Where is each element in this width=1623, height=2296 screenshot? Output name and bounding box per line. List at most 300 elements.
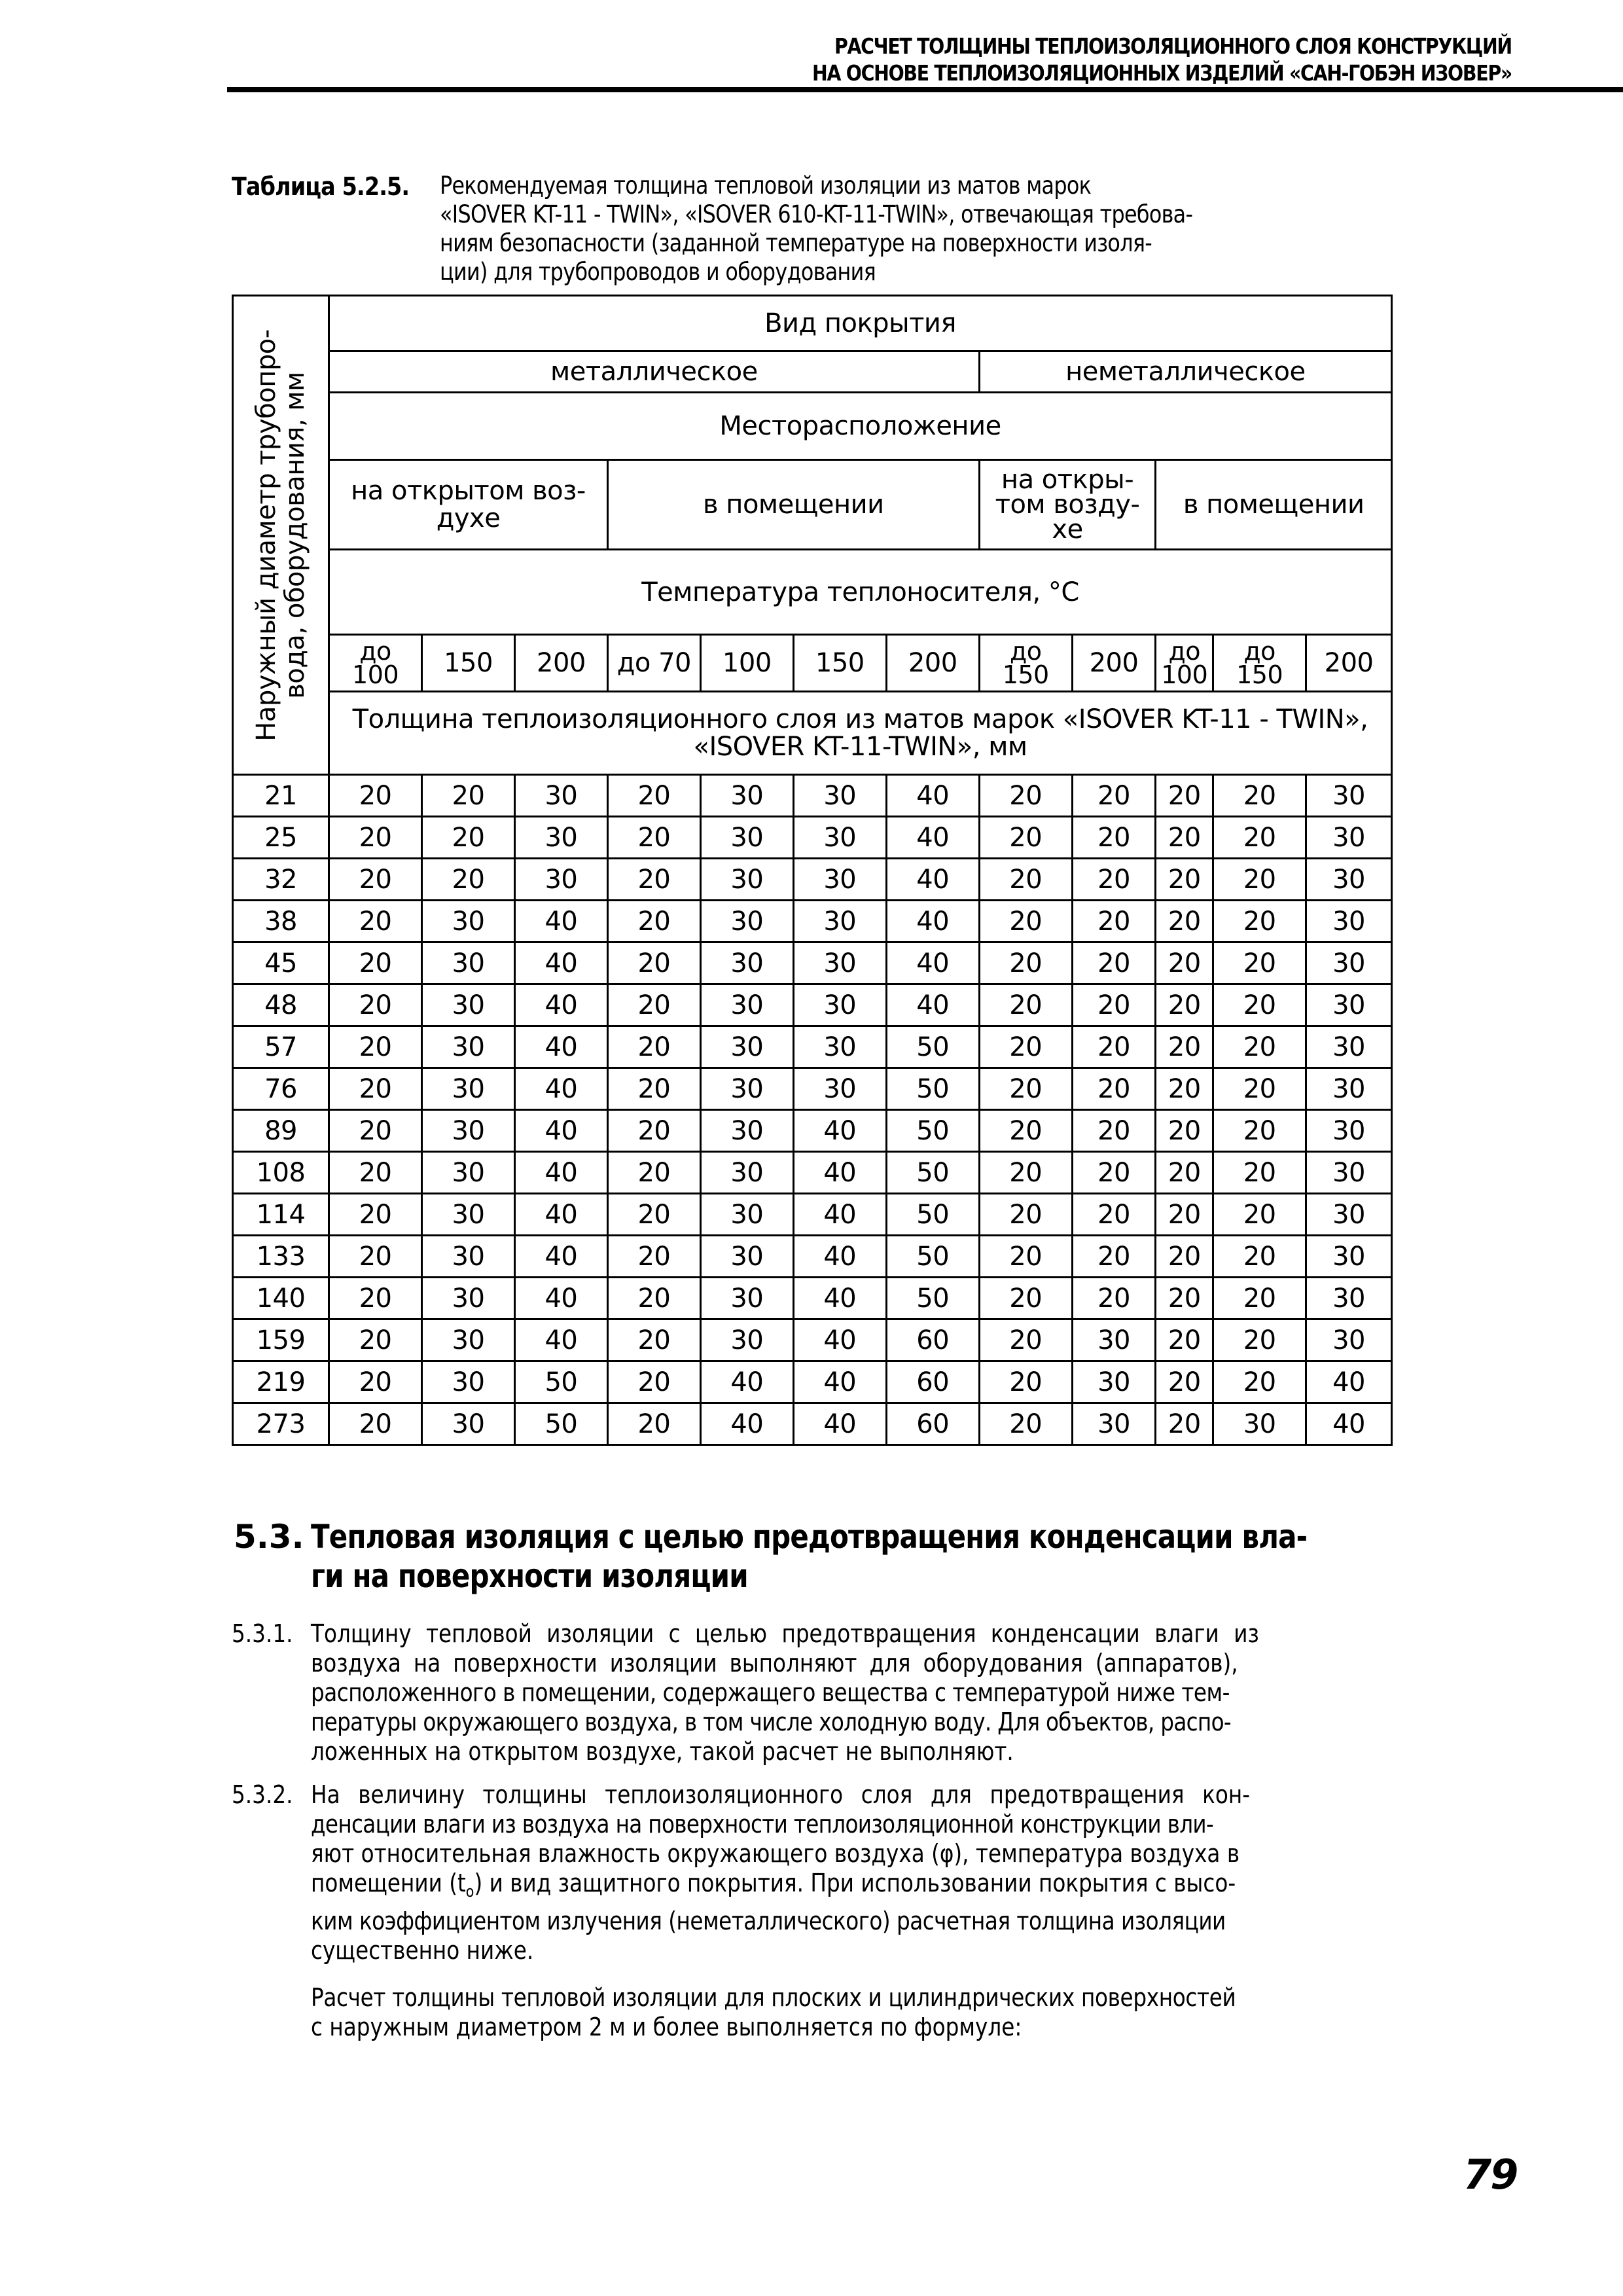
thickness-cell: 20 [607, 775, 700, 817]
thickness-cell: 40 [793, 1110, 886, 1152]
thickness-cell: 20 [1156, 1361, 1213, 1403]
temperature-text: 100 [722, 648, 772, 678]
paragraph-number: 5.3.1. [232, 1619, 293, 1648]
thickness-cell: 20 [1213, 817, 1306, 859]
diameter-cell: 25 [233, 817, 329, 859]
table-row [233, 817, 1392, 859]
thickness-cell: 30 [422, 1194, 515, 1236]
thickness-cell: 20 [979, 1068, 1072, 1110]
diameter-cell: 57 [233, 1026, 329, 1068]
thickness-cell: 30 [514, 775, 607, 817]
thickness-cell: 30 [700, 1152, 793, 1194]
thickness-cell: 30 [793, 984, 886, 1026]
thickness-cell: 30 [422, 984, 515, 1026]
thickness-cell: 30 [700, 984, 793, 1026]
thickness-cell: 20 [422, 775, 515, 817]
temperature-text: 200 [1324, 648, 1374, 678]
thickness-cell: 40 [514, 1194, 607, 1236]
temperature-header: Температура теплоносителя, °С [329, 550, 1392, 635]
thickness-cell: 30 [514, 817, 607, 859]
running-header-line-1: РАСЧЕТ ТОЛЩИНЫ ТЕПЛОИЗОЛЯЦИОННОГО СЛОЯ КОНСТРУКЦИЙ [834, 33, 1512, 59]
thickness-cell: 20 [979, 1110, 1072, 1152]
paragraph-line: Толщину тепловой изоляции с целью предотвращения конденсации влаги из [311, 1619, 1259, 1648]
thickness-cell: 20 [1072, 1026, 1156, 1068]
thickness-header-line: Толщина теплоизоляционного слоя из матов марок «ISOVER KT-11 - TWIN», [352, 704, 1368, 734]
thickness-cell: 30 [700, 817, 793, 859]
thickness-cell: 30 [793, 901, 886, 942]
thickness-cell: 20 [1156, 1026, 1213, 1068]
thickness-cell: 30 [793, 1068, 886, 1110]
temperature-text: 100 [1161, 660, 1208, 689]
thickness-cell: 20 [1156, 1236, 1213, 1278]
thickness-cell: 40 [1306, 1403, 1392, 1445]
thickness-cell: 30 [700, 1278, 793, 1319]
thickness-cell: 60 [886, 1403, 979, 1445]
thickness-cell: 20 [979, 1194, 1072, 1236]
diameter-cell: 114 [233, 1194, 329, 1236]
thickness-cell: 20 [1072, 1152, 1156, 1194]
thickness-cell: 20 [979, 942, 1072, 984]
text-span: ) и вид защитного покрытия. При использовании покрытия с высо- [474, 1869, 1236, 1897]
temperature-cell [329, 635, 422, 692]
temperature-cell [1213, 635, 1306, 692]
paragraph-line: На величину толщины теплоизоляционного слоя для предотвращения кон- [311, 1780, 1251, 1809]
thickness-cell: 20 [1213, 942, 1306, 984]
caption-line: «ISOVER KT-11 - TWIN», «ISOVER 610-KT-11-TWIN», отвечающая требова- [440, 200, 1193, 228]
thickness-cell: 20 [1072, 901, 1156, 942]
subscript: o [465, 1882, 474, 1901]
coating-nonmetallic: неметаллическое [979, 351, 1391, 393]
thickness-cell: 30 [422, 1361, 515, 1403]
thickness-cell: 50 [886, 1194, 979, 1236]
thickness-cell: 20 [607, 1319, 700, 1361]
section-title-line: ги на поверхности изоляции [311, 1557, 748, 1595]
thickness-cell: 30 [422, 1236, 515, 1278]
thickness-cell: 20 [607, 817, 700, 859]
diameter-cell: 76 [233, 1068, 329, 1110]
thickness-cell: 30 [514, 859, 607, 901]
thickness-cell: 40 [886, 775, 979, 817]
thickness-cell: 20 [979, 1026, 1072, 1068]
header-rule [227, 87, 1623, 92]
thickness-cell: 30 [422, 1403, 515, 1445]
table-row [233, 1236, 1392, 1278]
thickness-cell: 20 [1072, 1278, 1156, 1319]
temperature-text: 150 [1236, 660, 1283, 689]
thickness-cell: 20 [979, 1152, 1072, 1194]
thickness-cell: 20 [329, 1236, 422, 1278]
thickness-cell: 30 [793, 1026, 886, 1068]
thickness-cell: 30 [700, 1236, 793, 1278]
thickness-cell: 20 [979, 775, 1072, 817]
temperature-cell [1306, 635, 1392, 692]
thickness-cell: 50 [514, 1403, 607, 1445]
temperature-cell [793, 635, 886, 692]
table-row [233, 1361, 1392, 1403]
temperature-text: до [1009, 637, 1042, 666]
running-header [812, 33, 1512, 86]
thickness-cell: 40 [514, 901, 607, 942]
thickness-cell: 20 [329, 901, 422, 942]
thickness-cell: 20 [329, 1361, 422, 1403]
diameter-cell: 219 [233, 1361, 329, 1403]
thickness-cell: 40 [514, 1026, 607, 1068]
thickness-cell: 30 [1306, 1319, 1392, 1361]
thickness-cell: 30 [1306, 817, 1392, 859]
paragraph-number: 5.3.2. [232, 1780, 293, 1809]
thickness-cell: 20 [979, 1361, 1072, 1403]
thickness-cell: 20 [1213, 984, 1306, 1026]
thickness-cell: 20 [329, 942, 422, 984]
thickness-cell: 40 [514, 1278, 607, 1319]
table-row [233, 1068, 1392, 1110]
thickness-cell: 20 [979, 1278, 1072, 1319]
thickness-cell: 20 [979, 984, 1072, 1026]
thickness-cell: 30 [1072, 1319, 1156, 1361]
thickness-cell: 20 [1156, 1319, 1213, 1361]
thickness-cell: 40 [793, 1361, 886, 1403]
thickness-cell: 20 [1213, 1068, 1306, 1110]
temperature-cell [514, 635, 607, 692]
page-number: 79 [1463, 2151, 1518, 2198]
thickness-cell: 30 [422, 1152, 515, 1194]
stub-header-line: Наружный диаметр трубопро- [251, 329, 282, 742]
thickness-cell: 20 [1072, 775, 1156, 817]
thickness-cell: 30 [422, 1068, 515, 1110]
paragraph-line: ким коэффициентом излучения (неметаллического) расчетная толщина изоляции [311, 1907, 1226, 1935]
temperature-text: 150 [1002, 660, 1049, 689]
thickness-cell: 20 [979, 1319, 1072, 1361]
thickness-cell: 50 [886, 1236, 979, 1278]
temperature-cell [700, 635, 793, 692]
thickness-cell: 20 [1156, 817, 1213, 859]
thickness-cell: 20 [607, 901, 700, 942]
location-header: Месторасположение [329, 393, 1392, 460]
thickness-cell: 20 [329, 984, 422, 1026]
thickness-cell: 20 [329, 1403, 422, 1445]
thickness-cell: 20 [1072, 817, 1156, 859]
location-nonmetallic-outdoor [979, 460, 1156, 550]
thickness-header-line: «ISOVER KT-11-TWIN», мм [693, 732, 1027, 762]
thickness-cell: 20 [607, 1068, 700, 1110]
thickness-cell: 30 [700, 942, 793, 984]
thickness-cell: 30 [422, 1110, 515, 1152]
diameter-cell: 21 [233, 775, 329, 817]
thickness-cell: 30 [793, 859, 886, 901]
thickness-cell: 20 [329, 1278, 422, 1319]
thickness-cell: 20 [979, 1236, 1072, 1278]
location-line: хе [1052, 514, 1083, 545]
thickness-cell: 40 [886, 817, 979, 859]
thickness-cell: 30 [793, 942, 886, 984]
table-row [233, 1152, 1392, 1194]
thickness-cell: 20 [329, 1026, 422, 1068]
temperature-text: 200 [537, 648, 586, 678]
thickness-cell: 20 [329, 1110, 422, 1152]
table-row [233, 1194, 1392, 1236]
thickness-cell: 40 [700, 1361, 793, 1403]
thickness-cell: 30 [1306, 775, 1392, 817]
table-row [233, 942, 1392, 984]
thickness-cell: 50 [886, 1278, 979, 1319]
paragraph-line: расположенного в помещении, содержащего вещества с температурой ниже тем- [311, 1678, 1230, 1707]
paragraph-line: пературы окружающего воздуха, в том числе холодную воду. Для объектов, распо- [311, 1708, 1232, 1736]
thickness-cell: 30 [700, 775, 793, 817]
thickness-cell: 50 [886, 1026, 979, 1068]
thickness-cell: 20 [607, 859, 700, 901]
thickness-cell: 30 [1306, 859, 1392, 901]
temperature-text: 150 [444, 648, 493, 678]
table-row [233, 901, 1392, 942]
thickness-cell: 20 [979, 1403, 1072, 1445]
thickness-cell: 20 [422, 859, 515, 901]
diameter-cell: 273 [233, 1403, 329, 1445]
thickness-cell: 20 [607, 1194, 700, 1236]
thickness-cell: 40 [514, 984, 607, 1026]
temperature-text: 100 [352, 660, 399, 689]
thickness-cell: 30 [700, 1068, 793, 1110]
thickness-cell: 20 [1213, 1236, 1306, 1278]
temperature-text: до [1243, 637, 1275, 666]
diameter-cell: 108 [233, 1152, 329, 1194]
diameter-cell: 32 [233, 859, 329, 901]
location-line: на открытом воз- [351, 476, 586, 506]
thickness-cell: 40 [514, 1236, 607, 1278]
thickness-cell: 30 [1306, 984, 1392, 1026]
thickness-cell: 40 [886, 859, 979, 901]
thickness-cell: 20 [329, 1194, 422, 1236]
thickness-cell: 20 [329, 859, 422, 901]
thickness-cell: 30 [1306, 1152, 1392, 1194]
running-header-line-2: НА ОСНОВЕ ТЕПЛОИЗОЛЯЦИОННЫХ ИЗДЕЛИЙ «САН-ГОБЭН ИЗОВЕР» [812, 60, 1512, 86]
thickness-cell: 20 [607, 1361, 700, 1403]
thickness-cell: 20 [1072, 1194, 1156, 1236]
thickness-cell: 20 [329, 817, 422, 859]
thickness-header [329, 692, 1392, 775]
paragraph-line: существенно ниже. [311, 1936, 534, 1965]
thickness-cell: 40 [793, 1403, 886, 1445]
temperature-cell [886, 635, 979, 692]
paragraph-formula-intro [311, 1983, 1394, 2042]
thickness-cell: 30 [1306, 1194, 1392, 1236]
thickness-cell: 60 [886, 1361, 979, 1403]
thickness-cell: 20 [1213, 775, 1306, 817]
table-row [233, 775, 1392, 817]
thickness-cell: 20 [329, 1319, 422, 1361]
thickness-cell: 30 [1306, 1110, 1392, 1152]
thickness-cell: 20 [979, 901, 1072, 942]
paragraph-line: с наружным диаметром 2 м и более выполняется по формуле: [311, 2013, 1022, 2041]
thickness-cell: 40 [514, 942, 607, 984]
thickness-cell: 20 [1213, 1110, 1306, 1152]
thickness-cell: 40 [886, 984, 979, 1026]
thickness-cell: 20 [1072, 859, 1156, 901]
table-row [233, 1319, 1392, 1361]
thickness-cell: 40 [514, 1152, 607, 1194]
thickness-cell: 20 [1213, 1152, 1306, 1194]
thickness-cell: 20 [1213, 1361, 1306, 1403]
thickness-cell: 30 [422, 1278, 515, 1319]
thickness-cell: 30 [1306, 1068, 1392, 1110]
stub-header-line: вода, оборудования, мм [280, 371, 311, 699]
diameter-cell: 45 [233, 942, 329, 984]
paragraph-line: ложенных на открытом воздухе, такой расчет не выполняют. [311, 1737, 1014, 1766]
thickness-cell: 20 [1156, 1152, 1213, 1194]
thickness-cell: 20 [607, 1403, 700, 1445]
diameter-cell: 133 [233, 1236, 329, 1278]
thickness-cell: 30 [700, 859, 793, 901]
thickness-cell: 20 [1156, 984, 1213, 1026]
temperature-text: 150 [815, 648, 865, 678]
insulation-thickness-table [232, 295, 1393, 1446]
thickness-cell: 20 [329, 1068, 422, 1110]
thickness-cell: 20 [1156, 1110, 1213, 1152]
thickness-cell: 20 [1213, 1319, 1306, 1361]
thickness-cell: 30 [1306, 942, 1392, 984]
temperature-text: 200 [1089, 648, 1139, 678]
thickness-cell: 20 [1156, 1194, 1213, 1236]
thickness-cell: 20 [607, 1278, 700, 1319]
thickness-cell: 20 [1156, 859, 1213, 901]
location-metallic-outdoor [329, 460, 608, 550]
section-title-line: Тепловая изоляция с целью предотвращения конденсации вла- [311, 1518, 1308, 1556]
location-metallic-indoor: в помещении [607, 460, 979, 550]
thickness-cell: 20 [979, 817, 1072, 859]
thickness-cell: 30 [793, 775, 886, 817]
paragraph-5-3-2 [311, 1780, 1394, 1965]
table-row [233, 984, 1392, 1026]
paragraph-line: денсации влаги из воздуха на поверхности теплоизоляционной конструкции вли- [311, 1810, 1214, 1839]
table-caption-text [440, 171, 1301, 287]
temperature-cell [607, 635, 700, 692]
thickness-cell: 20 [1213, 1278, 1306, 1319]
temperature-text: до 70 [616, 648, 692, 678]
thickness-cell: 30 [1306, 901, 1392, 942]
paragraph-5-3-1 [311, 1619, 1394, 1767]
location-line: духе [436, 503, 501, 533]
thickness-cell: 20 [1213, 1194, 1306, 1236]
section-number: 5.3. [234, 1518, 304, 1556]
thickness-cell: 20 [1156, 1403, 1213, 1445]
coating-metallic: металлическое [329, 351, 980, 393]
table-row [233, 1026, 1392, 1068]
thickness-cell: 50 [886, 1152, 979, 1194]
caption-line: ниям безопасности (заданной температуре на поверхности изоля- [440, 229, 1152, 257]
thickness-cell: 30 [700, 1194, 793, 1236]
temperature-text: 200 [908, 648, 957, 678]
location-line: на откры- [1001, 465, 1134, 495]
temperature-cell [422, 635, 515, 692]
thickness-cell: 40 [886, 942, 979, 984]
caption-line: Рекомендуемая толщина тепловой изоляции из матов марок [440, 171, 1092, 200]
thickness-cell: 30 [1306, 1278, 1392, 1319]
section-title [311, 1517, 1307, 1596]
thickness-cell: 30 [1213, 1403, 1306, 1445]
paragraph-line: воздуха на поверхности изоляции выполняют для оборудования (аппаратов), [311, 1649, 1238, 1677]
table-row [233, 859, 1392, 901]
thickness-cell: 30 [422, 1026, 515, 1068]
thickness-cell: 20 [1156, 942, 1213, 984]
thickness-cell: 20 [607, 1152, 700, 1194]
thickness-cell: 20 [1072, 1110, 1156, 1152]
thickness-cell: 20 [607, 1236, 700, 1278]
thickness-cell: 30 [1306, 1236, 1392, 1278]
thickness-cell: 20 [1156, 1278, 1213, 1319]
thickness-cell: 40 [514, 1319, 607, 1361]
thickness-cell: 40 [700, 1403, 793, 1445]
table-row [233, 1278, 1392, 1319]
diameter-cell: 159 [233, 1319, 329, 1361]
temperature-cell [1156, 635, 1213, 692]
thickness-cell: 40 [514, 1068, 607, 1110]
table-row [233, 1403, 1392, 1445]
table-row [233, 1110, 1392, 1152]
thickness-cell: 20 [1072, 1068, 1156, 1110]
thickness-cell: 20 [1156, 1068, 1213, 1110]
thickness-cell: 50 [514, 1361, 607, 1403]
thickness-cell: 30 [1306, 1026, 1392, 1068]
thickness-cell: 30 [422, 901, 515, 942]
diameter-cell: 89 [233, 1110, 329, 1152]
table-caption-label: Таблица 5.2.5. [232, 172, 410, 201]
caption-line: ции) для трубопроводов и оборудования [440, 258, 876, 286]
location-line: том возду- [995, 490, 1140, 520]
thickness-cell: 40 [793, 1194, 886, 1236]
thickness-cell: 50 [886, 1068, 979, 1110]
thickness-cell: 40 [886, 901, 979, 942]
thickness-cell: 30 [422, 1319, 515, 1361]
paragraph-line [311, 1869, 1242, 1907]
thickness-cell: 30 [793, 817, 886, 859]
thickness-cell: 30 [700, 901, 793, 942]
thickness-cell: 20 [422, 817, 515, 859]
thickness-cell: 40 [793, 1319, 886, 1361]
diameter-cell: 48 [233, 984, 329, 1026]
thickness-cell: 20 [1156, 901, 1213, 942]
thickness-cell: 30 [700, 1110, 793, 1152]
thickness-cell: 20 [1213, 859, 1306, 901]
thickness-cell: 40 [793, 1278, 886, 1319]
paragraph-line: Расчет толщины тепловой изоляции для плоских и цилиндрических поверхностей [311, 1983, 1236, 2012]
thickness-cell: 30 [700, 1319, 793, 1361]
thickness-cell: 30 [700, 1026, 793, 1068]
temperature-text: до [1168, 637, 1201, 666]
thickness-cell: 20 [1213, 901, 1306, 942]
coating-type-header: Вид покрытия [329, 296, 1392, 351]
thickness-cell: 40 [1306, 1361, 1392, 1403]
thickness-cell: 20 [607, 942, 700, 984]
temperature-text: до [359, 637, 391, 666]
thickness-cell: 20 [979, 859, 1072, 901]
thickness-cell: 20 [1156, 775, 1213, 817]
temperature-cell [1072, 635, 1156, 692]
thickness-cell: 20 [607, 1026, 700, 1068]
thickness-cell: 40 [514, 1110, 607, 1152]
thickness-cell: 30 [1072, 1403, 1156, 1445]
thickness-cell: 50 [886, 1110, 979, 1152]
thickness-cell: 20 [1072, 1236, 1156, 1278]
diameter-cell: 38 [233, 901, 329, 942]
thickness-cell: 20 [329, 775, 422, 817]
thickness-cell: 20 [1072, 984, 1156, 1026]
thickness-cell: 20 [607, 984, 700, 1026]
thickness-cell: 30 [1072, 1361, 1156, 1403]
thickness-cell: 30 [422, 942, 515, 984]
temperature-cell [979, 635, 1072, 692]
thickness-cell: 40 [793, 1236, 886, 1278]
thickness-cell: 20 [607, 1110, 700, 1152]
diameter-cell: 140 [233, 1278, 329, 1319]
